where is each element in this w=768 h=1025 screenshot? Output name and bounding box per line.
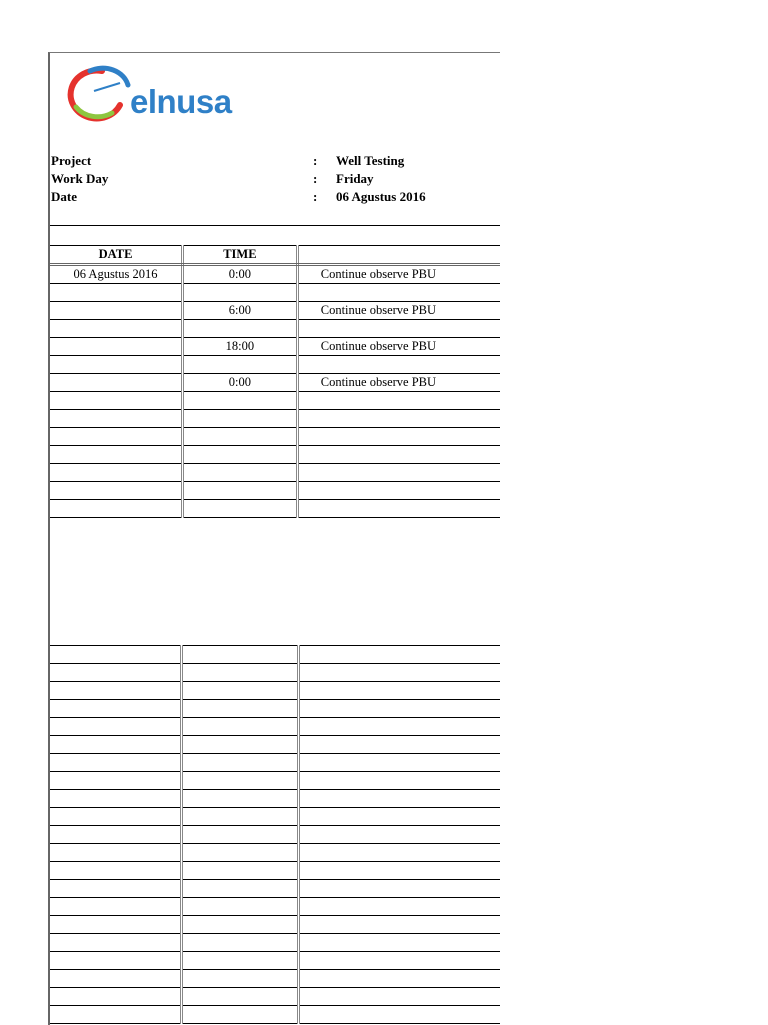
- blank-cell: [299, 916, 500, 934]
- info-colon: :: [313, 153, 318, 168]
- cell-date: [50, 356, 183, 374]
- cell-date: [50, 374, 183, 392]
- table-header-row: [50, 246, 500, 265]
- elnusa-swoosh-icon: [62, 61, 132, 123]
- blank-cell: [50, 952, 181, 970]
- cell-date: [50, 446, 183, 464]
- blank-table-row: [50, 898, 500, 916]
- blank-table-row: [50, 988, 500, 1006]
- blank-log-table: [50, 645, 500, 1024]
- cell-activity: [297, 428, 500, 446]
- cell-time: [183, 500, 298, 518]
- blank-cell: [50, 970, 181, 988]
- blank-table-row: [50, 700, 500, 718]
- blank-cell: [50, 916, 181, 934]
- cell-time: [183, 320, 298, 338]
- blank-cell: [299, 790, 500, 808]
- cell-activity: [297, 356, 500, 374]
- info-label: Work Day: [51, 171, 109, 186]
- blank-table-row: [50, 826, 500, 844]
- cell-time: [183, 428, 298, 446]
- cell-activity: [297, 392, 500, 410]
- blank-cell: [50, 754, 181, 772]
- table-row: [50, 320, 500, 338]
- blank-cell: [299, 808, 500, 826]
- blank-cell: [50, 898, 181, 916]
- blank-cell: [299, 826, 500, 844]
- cell-date: [50, 302, 183, 320]
- blank-cell: [299, 682, 500, 700]
- blank-cell: [50, 844, 181, 862]
- cell-date: [50, 464, 183, 482]
- blank-cell: [50, 718, 181, 736]
- blank-cell: [181, 790, 299, 808]
- table-row: [50, 500, 500, 518]
- blank-cell: [50, 682, 181, 700]
- blank-cell: [299, 844, 500, 862]
- cell-time: [183, 410, 298, 428]
- cell-activity: [297, 284, 500, 302]
- blank-cell: [181, 700, 299, 718]
- blank-cell: [50, 862, 181, 880]
- info-row-date: [50, 188, 500, 206]
- cell-time: 18:00: [183, 338, 298, 356]
- blank-cell: [181, 862, 299, 880]
- cell-date: [50, 392, 183, 410]
- info-value: Friday: [336, 171, 374, 186]
- blank-cell: [50, 736, 181, 754]
- blank-cell: [299, 772, 500, 790]
- info-label: Date: [51, 189, 77, 204]
- blank-cell: [181, 826, 299, 844]
- info-value: Well Testing: [336, 153, 405, 168]
- blank-table-row: [50, 664, 500, 682]
- blank-table-row: [50, 754, 500, 772]
- blank-cell: [181, 898, 299, 916]
- blank-table-row: [50, 1006, 500, 1024]
- cell-activity: Continue observe PBU: [297, 265, 500, 284]
- blank-cell: [181, 952, 299, 970]
- cell-activity: [297, 500, 500, 518]
- cell-activity: [297, 482, 500, 500]
- blank-cell: [181, 808, 299, 826]
- cell-date: [50, 410, 183, 428]
- blank-cell: [50, 934, 181, 952]
- table-row: [50, 446, 500, 464]
- blank-table-row: [50, 646, 500, 664]
- blank-cell: [181, 718, 299, 736]
- blank-cell: [181, 934, 299, 952]
- blank-cell: [299, 664, 500, 682]
- info-label: Project: [51, 153, 92, 168]
- cell-time: [183, 464, 298, 482]
- blank-table-row: [50, 970, 500, 988]
- blank-cell: [50, 988, 181, 1006]
- blank-cell: [50, 646, 181, 664]
- blank-cell: [299, 988, 500, 1006]
- cell-time: [183, 392, 298, 410]
- blank-cell: [181, 754, 299, 772]
- info-colon: :: [313, 189, 318, 204]
- blank-cell: [181, 880, 299, 898]
- blank-cell: [181, 844, 299, 862]
- blank-cell: [181, 772, 299, 790]
- blank-table-row: [50, 808, 500, 826]
- blank-table-row: [50, 844, 500, 862]
- cell-date: [50, 320, 183, 338]
- blank-cell: [299, 934, 500, 952]
- cell-time: 0:00: [183, 374, 298, 392]
- table-row: [50, 284, 500, 302]
- info-value: 06 Agustus 2016: [336, 189, 426, 204]
- blank-table-row: [50, 772, 500, 790]
- blank-cell: [50, 1006, 181, 1024]
- elnusa-wordmark: elnusa: [130, 83, 232, 120]
- cell-date: [50, 284, 183, 302]
- table-row: [50, 356, 500, 374]
- blank-table-row: [50, 718, 500, 736]
- blank-cell: [181, 664, 299, 682]
- column-header-activity: [297, 246, 500, 265]
- cell-date: 06 Agustus 2016: [50, 265, 183, 284]
- header-divider: [50, 225, 500, 226]
- cell-date: [50, 500, 183, 518]
- blank-cell: [181, 682, 299, 700]
- blank-cell: [50, 790, 181, 808]
- blank-cell: [50, 700, 181, 718]
- activity-log-table: [50, 245, 500, 518]
- blank-table-row: [50, 862, 500, 880]
- blank-cell: [50, 772, 181, 790]
- blank-cell: [50, 880, 181, 898]
- cell-activity: [297, 446, 500, 464]
- table-row: [50, 374, 500, 392]
- blank-cell: [181, 736, 299, 754]
- elnusa-logo: [62, 61, 282, 123]
- cell-time: 0:00: [183, 265, 298, 284]
- cell-time: [183, 446, 298, 464]
- blank-cell: [50, 808, 181, 826]
- blank-cell: [181, 646, 299, 664]
- blank-cell: [299, 970, 500, 988]
- table-row: [50, 265, 500, 284]
- blank-table-row: [50, 736, 500, 754]
- table-row: [50, 302, 500, 320]
- blank-cell: [181, 916, 299, 934]
- cell-time: [183, 482, 298, 500]
- blank-table-row: [50, 952, 500, 970]
- table-row: [50, 392, 500, 410]
- blank-cell: [299, 952, 500, 970]
- table-row: [50, 482, 500, 500]
- blank-table-row: [50, 682, 500, 700]
- blank-cell: [299, 718, 500, 736]
- cell-time: [183, 284, 298, 302]
- table-row: [50, 428, 500, 446]
- info-row-project: [50, 152, 500, 170]
- cell-activity: [297, 410, 500, 428]
- blank-cell: [299, 898, 500, 916]
- blank-table-row: [50, 790, 500, 808]
- column-header-date: DATE: [50, 246, 183, 265]
- cell-activity: Continue observe PBU: [297, 374, 500, 392]
- info-row-work-day: [50, 170, 500, 188]
- cell-time: 6:00: [183, 302, 298, 320]
- blank-cell: [299, 736, 500, 754]
- cell-date: [50, 338, 183, 356]
- column-header-time: TIME: [183, 246, 298, 265]
- blank-cell: [299, 1006, 500, 1024]
- blank-cell: [50, 826, 181, 844]
- blank-cell: [181, 988, 299, 1006]
- table-row: [50, 464, 500, 482]
- blank-cell: [181, 1006, 299, 1024]
- cell-activity: [297, 464, 500, 482]
- report-sheet: [48, 52, 500, 1025]
- blank-table-row: [50, 934, 500, 952]
- blank-table-row: [50, 880, 500, 898]
- table-row: [50, 338, 500, 356]
- cell-activity: Continue observe PBU: [297, 338, 500, 356]
- blank-cell: [299, 700, 500, 718]
- blank-cell: [181, 970, 299, 988]
- project-info: [50, 152, 500, 206]
- cell-date: [50, 428, 183, 446]
- blank-table-row: [50, 916, 500, 934]
- blank-cell: [50, 664, 181, 682]
- blank-cell: [299, 646, 500, 664]
- cell-activity: [297, 320, 500, 338]
- table-row: [50, 410, 500, 428]
- cell-time: [183, 356, 298, 374]
- cell-date: [50, 482, 183, 500]
- blank-cell: [299, 862, 500, 880]
- blank-cell: [299, 880, 500, 898]
- blank-cell: [299, 754, 500, 772]
- info-colon: :: [313, 171, 318, 186]
- cell-activity: Continue observe PBU: [297, 302, 500, 320]
